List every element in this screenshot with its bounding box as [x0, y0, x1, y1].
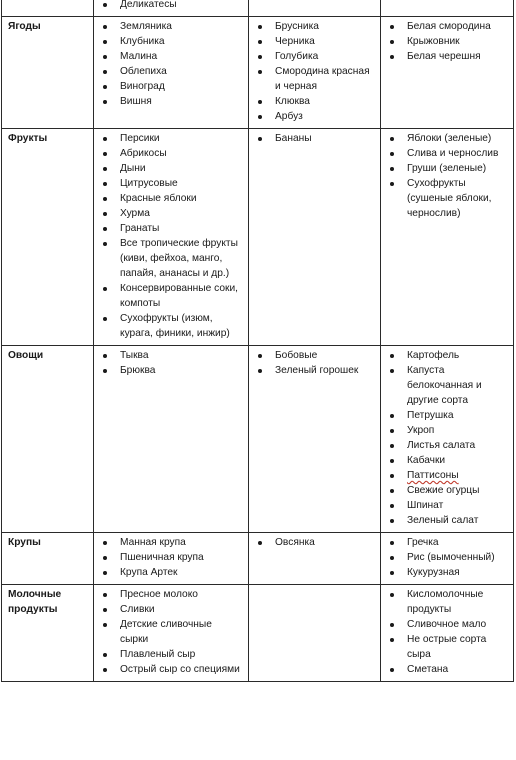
list-item-text: Бобовые	[275, 350, 318, 361]
list-item	[255, 64, 374, 94]
list-item-text: Сухофрукты (сушеные яблоки, чернослив)	[407, 178, 492, 219]
list-item-text: Белая черешня	[407, 51, 481, 62]
list-item-text: Консервированные соки, компоты	[120, 283, 238, 309]
col3-cell	[381, 346, 514, 533]
item-list	[100, 131, 242, 341]
list-item-text: Сливочное мало	[407, 619, 487, 630]
table-row	[2, 585, 514, 682]
list-item-text: Земляника	[120, 21, 172, 32]
list-item	[100, 161, 242, 176]
list-item-text: Виноград	[120, 81, 165, 92]
col3-cell	[381, 129, 514, 346]
list-item	[387, 513, 507, 528]
category-cell: Крупы	[2, 533, 94, 585]
list-item	[387, 617, 507, 632]
list-item	[255, 19, 374, 34]
list-item-text: Картофель	[407, 350, 460, 361]
item-list	[100, 348, 242, 378]
list-item-text: Острый сыр со специями	[120, 664, 240, 675]
list-item-text: Гречка	[407, 537, 439, 548]
list-item	[100, 0, 242, 12]
col2-cell	[249, 533, 381, 585]
list-item	[387, 49, 507, 64]
list-item	[387, 498, 507, 513]
list-item-text: Красные яблоки	[120, 193, 197, 204]
list-item	[100, 64, 242, 79]
col3-cell	[381, 0, 514, 17]
list-item-text: Не острые сорта сыра	[407, 634, 487, 660]
list-item-text: Слива и чернослив	[407, 148, 499, 159]
item-list	[387, 535, 507, 580]
list-item-text: Сметана	[407, 664, 449, 675]
list-item-text: Пшеничная крупа	[120, 552, 204, 563]
table-row	[2, 346, 514, 533]
item-list	[100, 587, 242, 677]
col2-cell	[249, 585, 381, 682]
item-list	[387, 131, 507, 221]
list-item	[387, 408, 507, 423]
col2-cell	[249, 0, 381, 17]
list-item-text: Белая смородина	[407, 21, 491, 32]
list-item	[387, 363, 507, 408]
list-item-text: Голубика	[275, 51, 319, 62]
list-item-text: Клубника	[120, 36, 165, 47]
list-item-text: Сливки	[120, 604, 155, 615]
list-item	[387, 550, 507, 565]
list-item	[100, 550, 242, 565]
list-item-text: Деликатесы	[120, 0, 177, 10]
list-item	[387, 565, 507, 580]
col1-cell	[94, 17, 249, 129]
table-body	[2, 0, 514, 682]
col3-cell	[381, 533, 514, 585]
list-item	[387, 483, 507, 498]
item-list	[100, 535, 242, 580]
list-item-text: Дыни	[120, 163, 146, 174]
list-item	[387, 146, 507, 161]
list-item	[387, 34, 507, 49]
col2-cell	[249, 17, 381, 129]
list-item	[100, 131, 242, 146]
list-item-text: Груши (зеленые)	[407, 163, 487, 174]
list-item	[100, 281, 242, 311]
list-item-text: Паттисоны	[407, 470, 459, 481]
col1-cell	[94, 346, 249, 533]
list-item-text: Сухофрукты (изюм, курага, финики, инжир)	[120, 313, 230, 339]
list-item	[255, 49, 374, 64]
list-item-text: Малина	[120, 51, 158, 62]
list-item-text: Крыжовник	[407, 36, 460, 47]
list-item-text: Яблоки (зеленые)	[407, 133, 492, 144]
table-row	[2, 17, 514, 129]
list-item	[387, 632, 507, 662]
list-item	[100, 206, 242, 221]
list-item-text: Тыква	[120, 350, 149, 361]
list-item	[100, 617, 242, 647]
list-item-text: Брусника	[275, 21, 319, 32]
list-item	[387, 19, 507, 34]
list-item	[100, 311, 242, 341]
col3-cell	[381, 17, 514, 129]
item-list	[387, 19, 507, 64]
list-item-text: Смородина красная и черная	[275, 66, 370, 92]
item-list	[100, 0, 242, 12]
table-row	[2, 533, 514, 585]
col1-cell	[94, 0, 249, 17]
list-item-text: Манная крупа	[120, 537, 186, 548]
list-item	[387, 535, 507, 550]
list-item	[100, 191, 242, 206]
list-item	[100, 94, 242, 109]
list-item	[255, 348, 374, 363]
list-item-text: Черника	[275, 36, 315, 47]
category-cell: Фрукты	[2, 129, 94, 346]
item-list	[255, 131, 374, 146]
category-cell	[2, 0, 94, 17]
list-item-text: Зеленый салат	[407, 515, 479, 526]
item-list	[255, 19, 374, 124]
list-item-text: Плавленый сыр	[120, 649, 196, 660]
list-item-text: Кабачки	[407, 455, 446, 466]
list-item	[255, 363, 374, 378]
list-item	[100, 19, 242, 34]
list-item	[255, 131, 374, 146]
list-item	[255, 109, 374, 124]
list-item-text: Цитрусовые	[120, 178, 178, 189]
list-item-text: Капуста белокочанная и другие сорта	[407, 365, 482, 406]
col2-cell	[249, 346, 381, 533]
list-item-text: Рис (вымоченный)	[407, 552, 495, 563]
list-item	[100, 146, 242, 161]
list-item-text: Бананы	[275, 133, 312, 144]
list-item-text: Крупа Артек	[120, 567, 178, 578]
list-item-text: Свежие огурцы	[407, 485, 480, 496]
col1-cell	[94, 533, 249, 585]
list-item-text: Петрушка	[407, 410, 454, 421]
item-list	[387, 587, 507, 677]
list-item-text: Кисломолочные продукты	[407, 589, 484, 615]
list-item-text: Персики	[120, 133, 160, 144]
item-list	[387, 348, 507, 528]
list-item	[255, 535, 374, 550]
list-item	[100, 221, 242, 236]
col1-cell	[94, 129, 249, 346]
list-item-text: Листья салата	[407, 440, 476, 451]
list-item-text: Овсянка	[275, 537, 315, 548]
list-item	[100, 565, 242, 580]
list-item	[100, 79, 242, 94]
table-row	[2, 0, 514, 17]
category-cell: Молочные продукты	[2, 585, 94, 682]
list-item-text: Брюква	[120, 365, 156, 376]
list-item	[100, 587, 242, 602]
list-item-text: Клюква	[275, 96, 310, 107]
list-item	[387, 587, 507, 617]
category-cell: Ягоды	[2, 17, 94, 129]
list-item	[100, 49, 242, 64]
list-item	[100, 602, 242, 617]
list-item-text: Облепиха	[120, 66, 167, 77]
col3-cell	[381, 585, 514, 682]
list-item	[100, 34, 242, 49]
list-item	[387, 131, 507, 146]
col1-cell	[94, 585, 249, 682]
list-item	[387, 423, 507, 438]
list-item	[100, 176, 242, 191]
list-item	[100, 662, 242, 677]
list-item	[387, 468, 507, 483]
list-item-text: Кукурузная	[407, 567, 460, 578]
list-item	[387, 176, 507, 221]
category-cell: Овощи	[2, 346, 94, 533]
list-item	[100, 647, 242, 662]
list-item-text: Хурма	[120, 208, 150, 219]
item-list	[100, 19, 242, 109]
list-item-text: Арбуз	[275, 111, 303, 122]
item-list	[255, 535, 374, 550]
list-item	[255, 94, 374, 109]
list-item-text: Все тропические фрукты (киви, фейхоа, манго, папайя, ананасы и др.)	[120, 238, 238, 279]
list-item-text: Укроп	[407, 425, 435, 436]
list-item	[387, 348, 507, 363]
list-item	[387, 161, 507, 176]
list-item	[100, 363, 242, 378]
list-item	[100, 535, 242, 550]
list-item-text: Шпинат	[407, 500, 444, 511]
list-item-text: Гранаты	[120, 223, 160, 234]
list-item-text: Зеленый горошек	[275, 365, 359, 376]
list-item	[100, 236, 242, 281]
list-item-text: Пресное молоко	[120, 589, 198, 600]
list-item	[387, 453, 507, 468]
list-item-text: Детские сливочные сырки	[120, 619, 212, 645]
list-item-text: Вишня	[120, 96, 152, 107]
list-item-text: Абрикосы	[120, 148, 167, 159]
item-list	[255, 348, 374, 378]
col2-cell	[249, 129, 381, 346]
list-item	[387, 662, 507, 677]
table-row	[2, 129, 514, 346]
food-table	[1, 0, 514, 682]
list-item	[255, 34, 374, 49]
list-item	[100, 348, 242, 363]
list-item	[387, 438, 507, 453]
